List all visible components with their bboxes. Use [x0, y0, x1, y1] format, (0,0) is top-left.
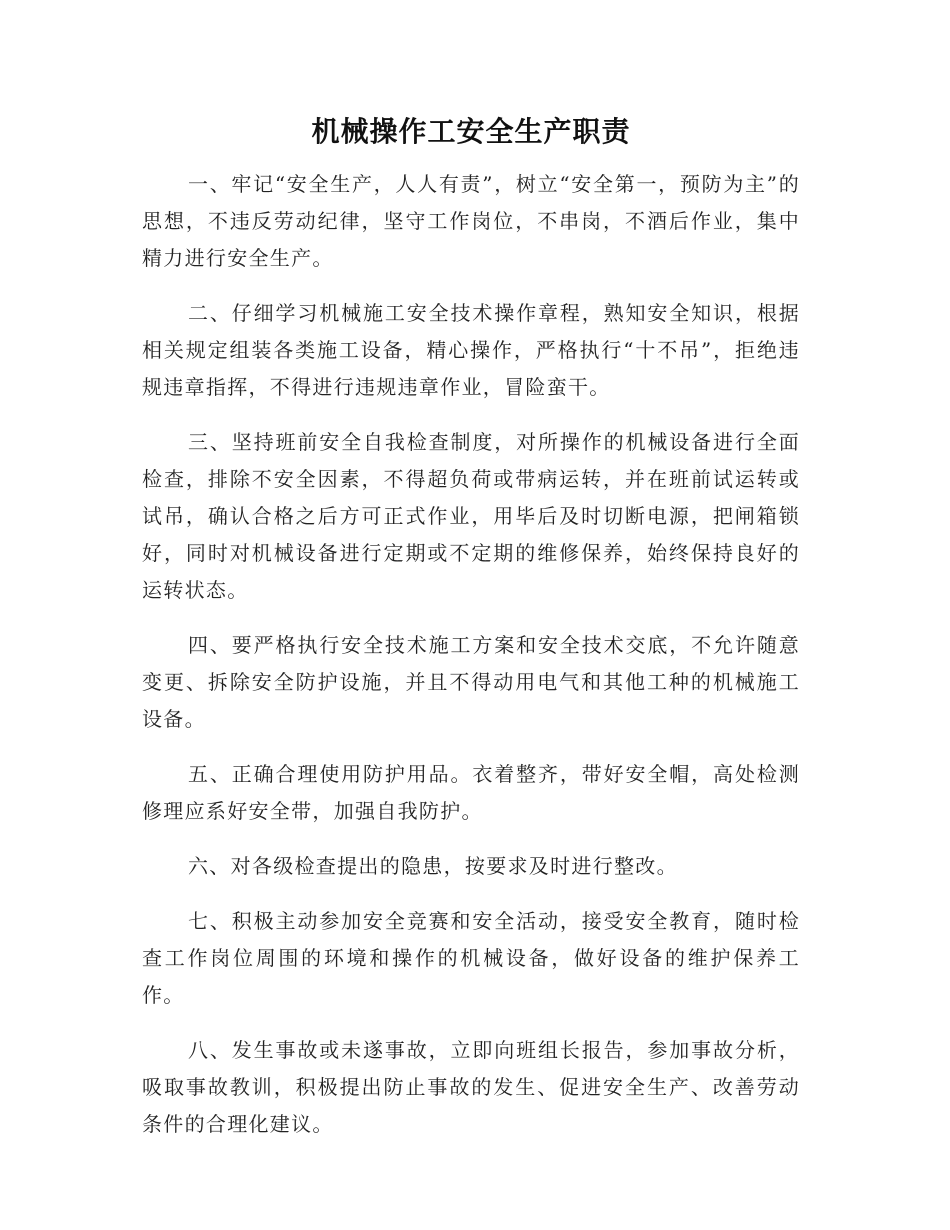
paragraph-4: 四、要严格执行安全技术施工方案和安全技术交底，不允许随意变更、拆除安全防护设施，并且不得动用电气和其他工种的机械施工设备。 [142, 633, 800, 731]
paragraph-2: 二、仔细学习机械施工安全技术操作章程，熟知安全知识，根据相关规定组装各类施工设备，精心操作，严格执行“十不吊”，拒绝违规违章指挥，不得进行违规违章作业，冒险蛮干。 [142, 301, 800, 399]
paragraph-8: 八、发生事故或未遂事故，立即向班组长报告，参加事故分析，吸取事故教训，积极提出防止事故的发生、促进安全生产、改善劳动条件的合理化建议。 [142, 1038, 800, 1136]
paragraph-3: 三、坚持班前安全自我检查制度，对所操作的机械设备进行全面检查，排除不安全因素，不得超负荷或带病运转，并在班前试运转或试吊，确认合格之后方可正式作业，用毕后及时切断电源，把闸箱锁好，同时对机械设备进行定期或不定期的维修保养，始终保持良好的运转状态。 [142, 430, 800, 602]
paragraph-7: 七、积极主动参加安全竞赛和安全活动，接受安全教育，随时检查工作岗位周围的环境和操作的机械设备，做好设备的维护保养工作。 [142, 909, 800, 1007]
paragraph-5: 五、正确合理使用防护用品。衣着整齐，带好安全帽，高处检测修理应系好安全带，加强自我防护。 [142, 762, 800, 823]
paragraph-6: 六、对各级检查提出的隐患，按要求及时进行整改。 [188, 854, 678, 878]
page-title: 机械操作工安全生产职责 [311, 115, 631, 148]
paragraph-1: 一、牢记“安全生产，人人有责”，树立“安全第一，预防为主”的思想，不违反劳动纪律，坚守工作岗位，不串岗，不酒后作业，集中精力进行安全生产。 [142, 172, 800, 270]
